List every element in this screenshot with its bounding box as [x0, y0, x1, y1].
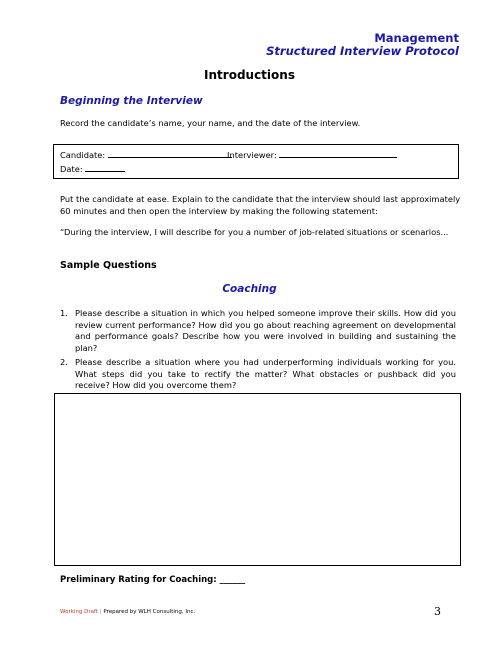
interviewer-field[interactable]	[227, 150, 397, 162]
rating-label: Preliminary Rating for Coaching:	[60, 575, 217, 585]
header-title: Management	[374, 31, 459, 45]
question-text: Please describe a situation where you had underperforming individuals working for you. What steps did you take to rectify the matter? What obstacles or pushback did you receive? How did you overcome them?	[75, 357, 456, 390]
candidate-label: Candidate:	[60, 150, 106, 160]
question-item	[60, 357, 456, 392]
working-draft-label: Working Draft	[60, 609, 99, 615]
rating-blank[interactable]: ______	[219, 575, 246, 585]
footer-separator: |	[99, 609, 102, 615]
page-title: Introductions	[204, 68, 295, 82]
page-number: 3	[434, 605, 441, 618]
candidate-blank[interactable]	[108, 157, 232, 158]
question-item	[60, 308, 456, 354]
ease-instruction-line1: Put the candidate at ease. Explain to the candidate that the interview should last approximately	[60, 194, 461, 204]
date-blank[interactable]	[85, 171, 125, 172]
interviewer-label: Interviewer:	[227, 150, 277, 160]
sample-questions-heading: Sample Questions	[60, 260, 157, 271]
interviewer-blank[interactable]	[279, 157, 397, 158]
footer	[60, 609, 195, 615]
date-field[interactable]	[60, 164, 125, 176]
question-text: Please describe a situation in which you helped someone improve their skills. How did you review current performance? How did you go about reaching agreement on developmental and performance goals? Describe how you were involved in building and sustaining the plan?	[75, 308, 456, 353]
section-heading-beginning: Beginning the Interview	[60, 95, 203, 107]
question-number: 1.	[60, 308, 68, 318]
date-label: Date:	[60, 164, 83, 174]
prepared-by: Prepared by WLH Consulting, Inc.	[103, 609, 196, 615]
coaching-heading: Coaching	[222, 283, 277, 295]
opening-statement: “During the interview, I will describe for you a number of job-related situations or scenarios...	[60, 227, 449, 237]
candidate-info-box	[53, 144, 459, 179]
question-number: 2.	[60, 357, 68, 367]
question-list	[60, 308, 456, 395]
header-subtitle: Structured Interview Protocol	[266, 44, 459, 58]
preliminary-rating	[60, 575, 245, 585]
candidate-field[interactable]	[60, 150, 232, 162]
beginning-instruction: Record the candidate’s name, your name, and the date of the interview.	[60, 118, 361, 128]
ease-instruction-line2: 60 minutes and then open the interview by making the following statement:	[60, 206, 378, 216]
notes-box[interactable]	[54, 393, 461, 566]
